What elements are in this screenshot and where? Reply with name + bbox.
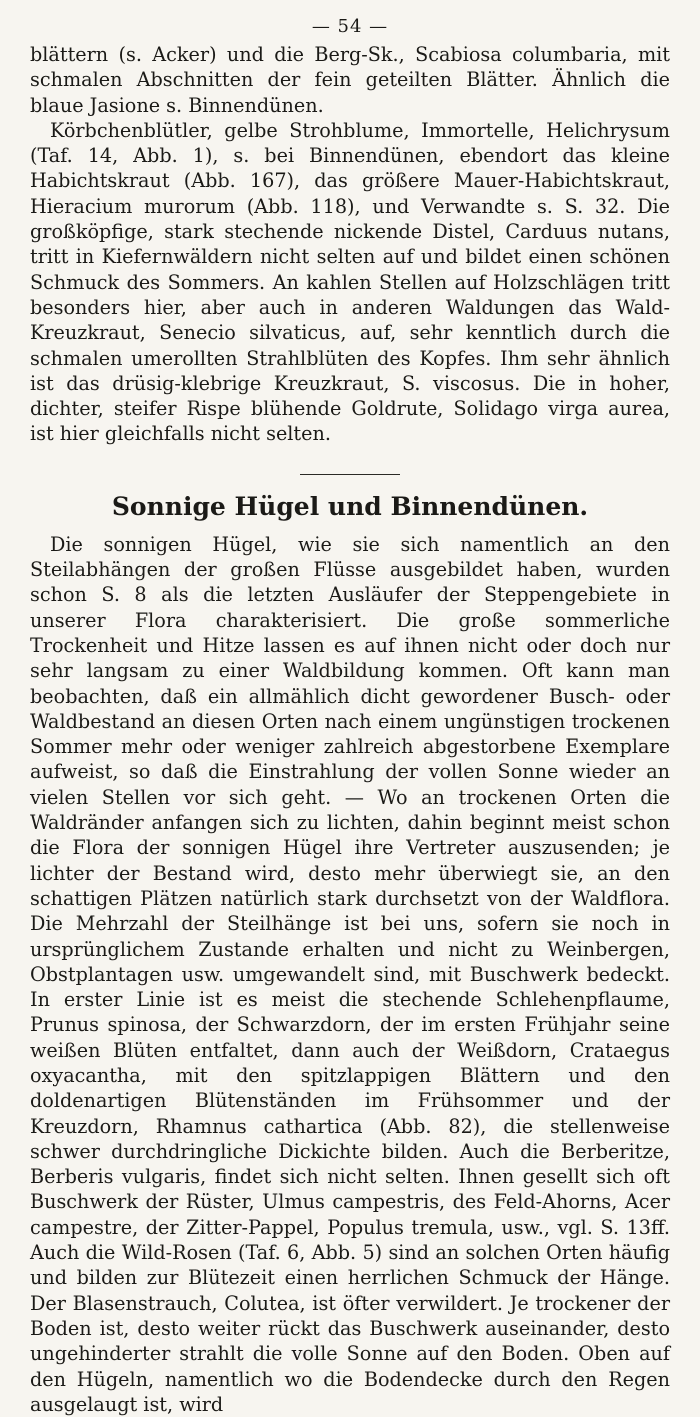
top-section xyxy=(30,42,670,447)
paragraph: blättern (s. Acker) und die Berg-Sk., Scabiosa columbaria, mit schmalen Abschnitten der fein geteilten Blätter. Ähnlich die blaue Jasione s. Binnendünen. xyxy=(30,43,670,117)
page-number: — 54 — xyxy=(311,16,389,37)
section-divider xyxy=(300,474,400,475)
paragraph: Die sonnigen Hügel, wie sie sich namentlich an den Steilabhängen der großen Flüsse ausgebildet haben, wurden schon S. 8 als die letzten Ausläufer der Steppengebiete in unserer Flora charakterisiert. Die große sommerliche Trockenheit und Hitze lassen es auf ihnen nicht oder doch nur sehr langsam zu einer Waldbildung kommen. Oft kann man beobachten, daß ein allmählich dicht gewordener Busch- oder Waldbestand an diesen Orten nach einem ungünstigen trockenen Sommer mehr oder weniger zahlreich abgestorbene Exemplare aufweist, so daß die Einstrahlung der vollen Sonne wieder an vielen Stellen vor sich geht. — Wo an trockenen Orten die Waldränder anfangen sich zu lichten, dahin beginnt meist schon die Flora der sonnigen Hügel ihre Vertreter auszusenden; je lichter der Bestand wird, desto mehr überwiegt sie, an den schattigen Plätzen natürlich stark durchsetzt von der Waldflora. Die Mehrzahl der Steilhänge ist bei uns, sofern sie noch in ursprünglichem Zustande erhalten und nicht zu Weinbergen, Obstplantagen usw. umgewandelt sind, mit Buschwerk bedeckt. In erster Linie ist es meist die stechende Schlehenpflaume, Prunus spinosa, der Schwarzdorn, der im ersten Frühjahr seine weißen Blüten entfaltet, dann auch der Weißdorn, Crataegus oxyacantha, mit den spitzlappigen Blättern und den doldenartigen Blütenständen im Frühsommer und der Kreuzdorn, Rhamnus cathartica (Abb. 82), die stellenweise schwer durchdringliche Dickichte bilden. Auch die Berberitze, Berberis vulgaris, findet sich nicht selten. Ihnen gesellt sich oft Buschwerk der Rüster, Ulmus campestris, des Feld-Ahorns, Acer campestre, der Zitter-Pappel, Populus tremula, usw., vgl. S. 13ff. Auch die Wild-Rosen (Taf. 6, Abb. 5) sind an solchen Orten häufig und bilden zur Blütezeit einen herrlichen Schmuck der Hänge. Der Blasenstrauch, Colutea, ist öfter verwildert. Je trockener der Boden ist, desto weiter rückt das Buschwerk auseinander, desto ungehinderter strahlt die volle Sonne auf den Boden. Oben auf den Hügeln, namentlich wo die Bodendecke durch den Regen ausgelaugt ist, wird xyxy=(30,532,670,1416)
main-section xyxy=(30,532,670,1417)
section-heading: Sonnige Hügel und Binnendünen. xyxy=(111,491,589,521)
paragraph: Körbchenblütler, gelbe Strohblume, Immortelle, Helichrysum (Taf. 14, Abb. 1), s. bei Binnendünen, ebendort das kleine Habichtskraut (Abb. 167), das größere Mauer-Habichtskraut, Hieracium murorum (Abb. 118), und Verwandte s. S. 32. Die großköpfige, stark stechende nickende Distel, Carduus nutans, tritt in Kiefernwäldern nicht selten auf und bildet einen schönen Schmuck des Sommers. An kahlen Stellen auf Holzschlägen tritt besonders hier, aber auch in anderen Waldungen das Wald-Kreuzkraut, Senecio silvaticus, auf, sehr kenntlich durch die schmalen umerollten Strahlblüten des Kopfes. Ihm sehr ähnlich ist das drüsig-klebrige Kreuzkraut, S. viscosus. Die in hoher, dichter, steifer Rispe blühende Goldrute, Solidago virga aurea, ist hier gleichfalls nicht selten. xyxy=(30,118,670,446)
